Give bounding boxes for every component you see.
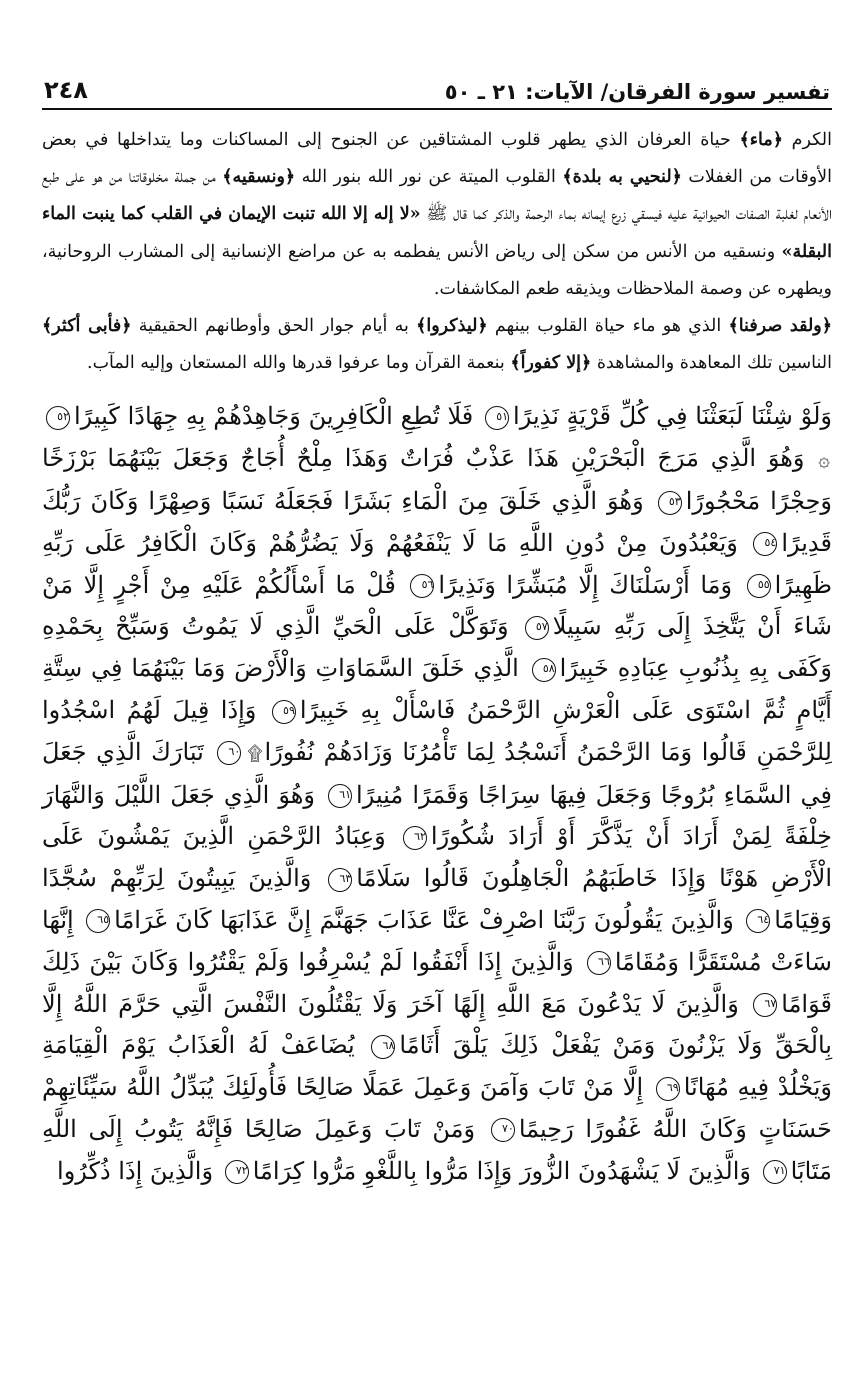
ayah-number-marker: ٥٧ — [525, 616, 549, 640]
verse-text: يُضَاعَفْ لَهُ الْعَذَابُ يَوْمَ الْقِيَامَةِ وَيَخْلُدْ فِيهِ مُهَانًا — [42, 1031, 832, 1102]
hizb-marker-icon: ۞ — [818, 447, 831, 472]
quoted-phrase: ﴿ماء﴾ — [739, 130, 783, 150]
ayah-number-marker: ٦٨ — [371, 1035, 395, 1059]
ayah-number-marker: ٥١ — [485, 406, 509, 430]
commentary-paragraph — [42, 308, 832, 382]
verse-text: إِنَّهَا سَاءَتْ مُسْتَقَرًّا وَمُقَامًا — [42, 905, 832, 976]
ayah-number-marker: ٧٢ — [225, 1160, 249, 1184]
ayah-number-marker: ٦٩ — [656, 1077, 680, 1101]
book-page — [42, 64, 832, 1193]
verse-text: وَهُوَ الَّذِي مَرَجَ الْبَحْرَيْنِ هَذَا عَذْبٌ فُرَاتٌ وَهَذَا مِلْحٌ أُجَاجٌ وَجَعَلَ بَيْنَهُمَا بَرْزَخًا وَحِجْرًا مَحْجُورًا — [42, 444, 833, 516]
ayah-number-marker: ٦٦ — [587, 951, 611, 975]
ayah-number-marker: ٥٨ — [532, 658, 556, 682]
ayah-number-marker: ٥٥ — [747, 574, 771, 598]
quoted-phrase: ﴿ونسقيه﴾ — [222, 167, 296, 188]
prostration-icon: ۩ — [247, 740, 263, 765]
verse-text: وَهُوَ الَّذِي خَلَقَ مِنَ الْمَاءِ بَشَرًا فَجَعَلَهُ نَسَبًا وَصِهْرًا وَكَانَ رَبُّكَ قَدِيرًا — [42, 487, 832, 557]
ayah-number-marker: ٦٤ — [746, 909, 770, 933]
commentary-text — [42, 122, 832, 382]
ayah-number-marker: ٥٣ — [658, 491, 682, 515]
ayah-number-marker: ٧١ — [763, 1160, 787, 1184]
text-segment: القلوب الميتة عن نور الله بنور الله — [295, 167, 563, 188]
verse-text: وَالَّذِينَ يَقُولُونَ رَبَّنَا اصْرِفْ عَنَّا عَذَابَ جَهَنَّمَ إِنَّ عَذَابَهَا كَانَ غَرَامًا — [114, 905, 734, 934]
verse-text: وَمَا أَرْسَلْنَاكَ إِلَّا مُبَشِّرًا وَنَذِيرًا — [438, 570, 733, 599]
verse-text: وَتَوَكَّلْ عَلَى الْحَيِّ الَّذِي لَا يَمُوتُ وَسَبِّحْ بِحَمْدِهِ وَكَفَى بِهِ بِذُنُوبِ عِبَادِهِ خَبِيرًا — [42, 612, 832, 683]
verse-text: وَالَّذِينَ لَا يَشْهَدُونَ الزُّورَ وَإِذَا مَرُّوا بِاللَّغْوِ مَرُّوا كِرَامًا — [252, 1156, 751, 1185]
quoted-phrase: ﴿ليذكروا﴾ — [416, 316, 488, 337]
quoted-phrase: ﴿فأبى أكثر﴾ — [42, 316, 132, 337]
verse-text: وَعِبَادُ الرَّحْمَنِ الَّذِينَ يَمْشُونَ عَلَى الْأَرْضِ هَوْنًا وَإِذَا خَاطَبَهُمُ الْجَاهِلُونَ قَالُوا سَلَامًا — [42, 822, 833, 893]
quoted-phrase: ﴿إلا كفوراً﴾ — [510, 353, 592, 374]
text-segment: الناسين تلك المعاهدة والمشاهدة — [591, 353, 832, 374]
ayah-number-marker: ٥٢ — [46, 406, 70, 430]
verse-text: إِلَّا مَنْ تَابَ وَآمَنَ وَعَمِلَ عَمَلًا صَالِحًا فَأُولَئِكَ يُبَدِّلُ اللَّهُ سَيِّئَاتِهِمْ حَسَنَاتٍ وَكَانَ اللَّهُ غَفُورًا رَحِيمًا — [42, 1073, 833, 1143]
verse-text: وَالَّذِينَ لَا يَدْعُونَ مَعَ اللَّهِ إِلَهًا آخَرَ وَلَا يَقْتُلُونَ النَّفْسَ الَّتِي حَرَّمَ اللَّهُ إِلَّا بِالْحَقِّ وَلَا يَزْنُونَ وَمَنْ يَفْعَلْ ذَلِكَ يَلْقَ أَثَامًا — [42, 989, 832, 1060]
text-segment: حياة العرفان الذي يطهر قلوب المشتاقين عن الجنوح إلى المساكنات وما يتداخلها في بعض الأوقات من الغفلات — [42, 130, 833, 188]
text-segment: بنعمة القرآن وما عرفوا قدرها والله المستعان وإليه المآب. — [87, 353, 511, 374]
verse-text: وَهُوَ الَّذِي جَعَلَ اللَّيْلَ وَالنَّهَارَ خِلْفَةً لِمَنْ أَرَادَ أَنْ يَذَّكَّرَ أَوْ أَرَادَ شُكُورًا — [42, 780, 832, 851]
running-title: تفسير سورة الفرقان/ الآيات: ٢١ ـ ٥٠ — [444, 80, 830, 104]
verse-text: قُلْ مَا أَسْأَلُكُمْ عَلَيْهِ مِنْ أَجْرٍ إِلَّا مَنْ شَاءَ أَنْ يَتَّخِذَ إِلَى رَبِّهِ سَبِيلًا — [42, 570, 832, 641]
ayah-number-marker: ٦١ — [328, 784, 352, 808]
ayah-number-marker: ٦٣ — [328, 868, 352, 892]
commentary-paragraph — [42, 122, 832, 308]
verse-text: وَالَّذِينَ إِذَا ذُكِّرُوا — [57, 1156, 214, 1185]
hadith-quote: «لا إله إلا الله تنبت الإيمان في القلب كما ينبت الماء البقلة» — [42, 204, 832, 262]
verse-text: وَالَّذِينَ يَبِيتُونَ لِرَبِّهِمْ سُجَّدًا وَقِيَامًا — [42, 864, 832, 934]
ayah-number-marker: ٦٥ — [86, 909, 110, 933]
ayah-number-marker: ٦٧ — [753, 993, 777, 1017]
verse-text: وَيَعْبُدُونَ مِنْ دُونِ اللَّهِ مَا لَا يَنْفَعُهُمْ وَلَا يَضُرُّهُمْ وَكَانَ الْكَافِرُ عَلَى رَبِّهِ ظَهِيرًا — [42, 528, 832, 599]
quoted-phrase: ﴿لنحيي به بلدة﴾ — [562, 167, 682, 188]
page-number: ٢٤٨ — [44, 76, 88, 104]
ayah-number-marker: ٥٤ — [753, 532, 777, 556]
ayah-number-marker: ٦٠ — [217, 741, 241, 765]
text-segment: ونسقيه من الأنس من سكن إلى رياض الأنس يفطمه به عن مراضع الإنسانية إلى المشارب الروحانية، ويطهره عن وصمة الملاحظات ويذيقه طعم المكاشفات. — [42, 241, 832, 299]
verse-text: وَلَوْ شِئْنَا لَبَعَثْنَا فِي كُلِّ قَرْيَةٍ نَذِيرًا — [513, 402, 832, 431]
ayah-number-marker: ٥٦ — [410, 574, 434, 598]
ayah-number-marker: ٥٩ — [272, 700, 296, 724]
text-segment: من جملة مخلوقاتنا من هو على طبع الأنعام لغلبة الصفات الحيوانية عليه فيسقي زرع إيمانه بماء الرحمة والذكر كما قال ﷺ — [42, 167, 832, 225]
ayah-number-marker: ٧٠ — [491, 1118, 515, 1142]
verse-text: فَلَا تُطِعِ الْكَافِرِينَ وَجَاهِدْهُمْ بِهِ جِهَادًا كَبِيرًا — [74, 402, 474, 431]
verse-text: الَّذِي خَلَقَ السَّمَاوَاتِ وَالْأَرْضَ وَمَا بَيْنَهُمَا فِي سِتَّةِ أَيَّامٍ ثُمَّ اسْتَوَى عَلَى الْعَرْشِ الرَّحْمَنُ فَاسْأَلْ بِهِ خَبِيرًا — [42, 654, 832, 724]
verse-text: وَمَنْ تَابَ وَعَمِلَ صَالِحًا فَإِنَّهُ يَتُوبُ إِلَى اللَّهِ مَتَابًا — [42, 1114, 832, 1185]
verse-text: وَالَّذِينَ إِذَا أَنْفَقُوا لَمْ يُسْرِفُوا وَلَمْ يَقْتُرُوا وَكَانَ بَيْنَ ذَلِكَ قَوَامًا — [42, 947, 832, 1018]
text-segment: به أيام جوار الحق وأوطانهم الحقيقية — [131, 316, 417, 337]
verse-text: وَإِذَا قِيلَ لَهُمُ اسْجُدُوا لِلرَّحْمَنِ قَالُوا وَمَا الرَّحْمَنُ أَنَسْجُدُ لِمَا تَأْمُرُنَا وَزَادَهُمْ نُفُورًا — [42, 696, 832, 766]
page-header — [42, 64, 832, 110]
quran-verses — [42, 396, 832, 1192]
ayah-number-marker: ٦٢ — [403, 826, 427, 850]
verse-text: تَبَارَكَ الَّذِي جَعَلَ فِي السَّمَاءِ بُرُوجًا وَجَعَلَ فِيهَا سِرَاجًا وَقَمَرًا مُنِيرًا — [42, 737, 832, 809]
quoted-phrase: ﴿ولقد صرفنا﴾ — [728, 316, 833, 337]
text-segment: الذي هو ماء حياة القلوب بينهم — [487, 316, 729, 337]
text-segment: الكرم — [782, 130, 832, 150]
